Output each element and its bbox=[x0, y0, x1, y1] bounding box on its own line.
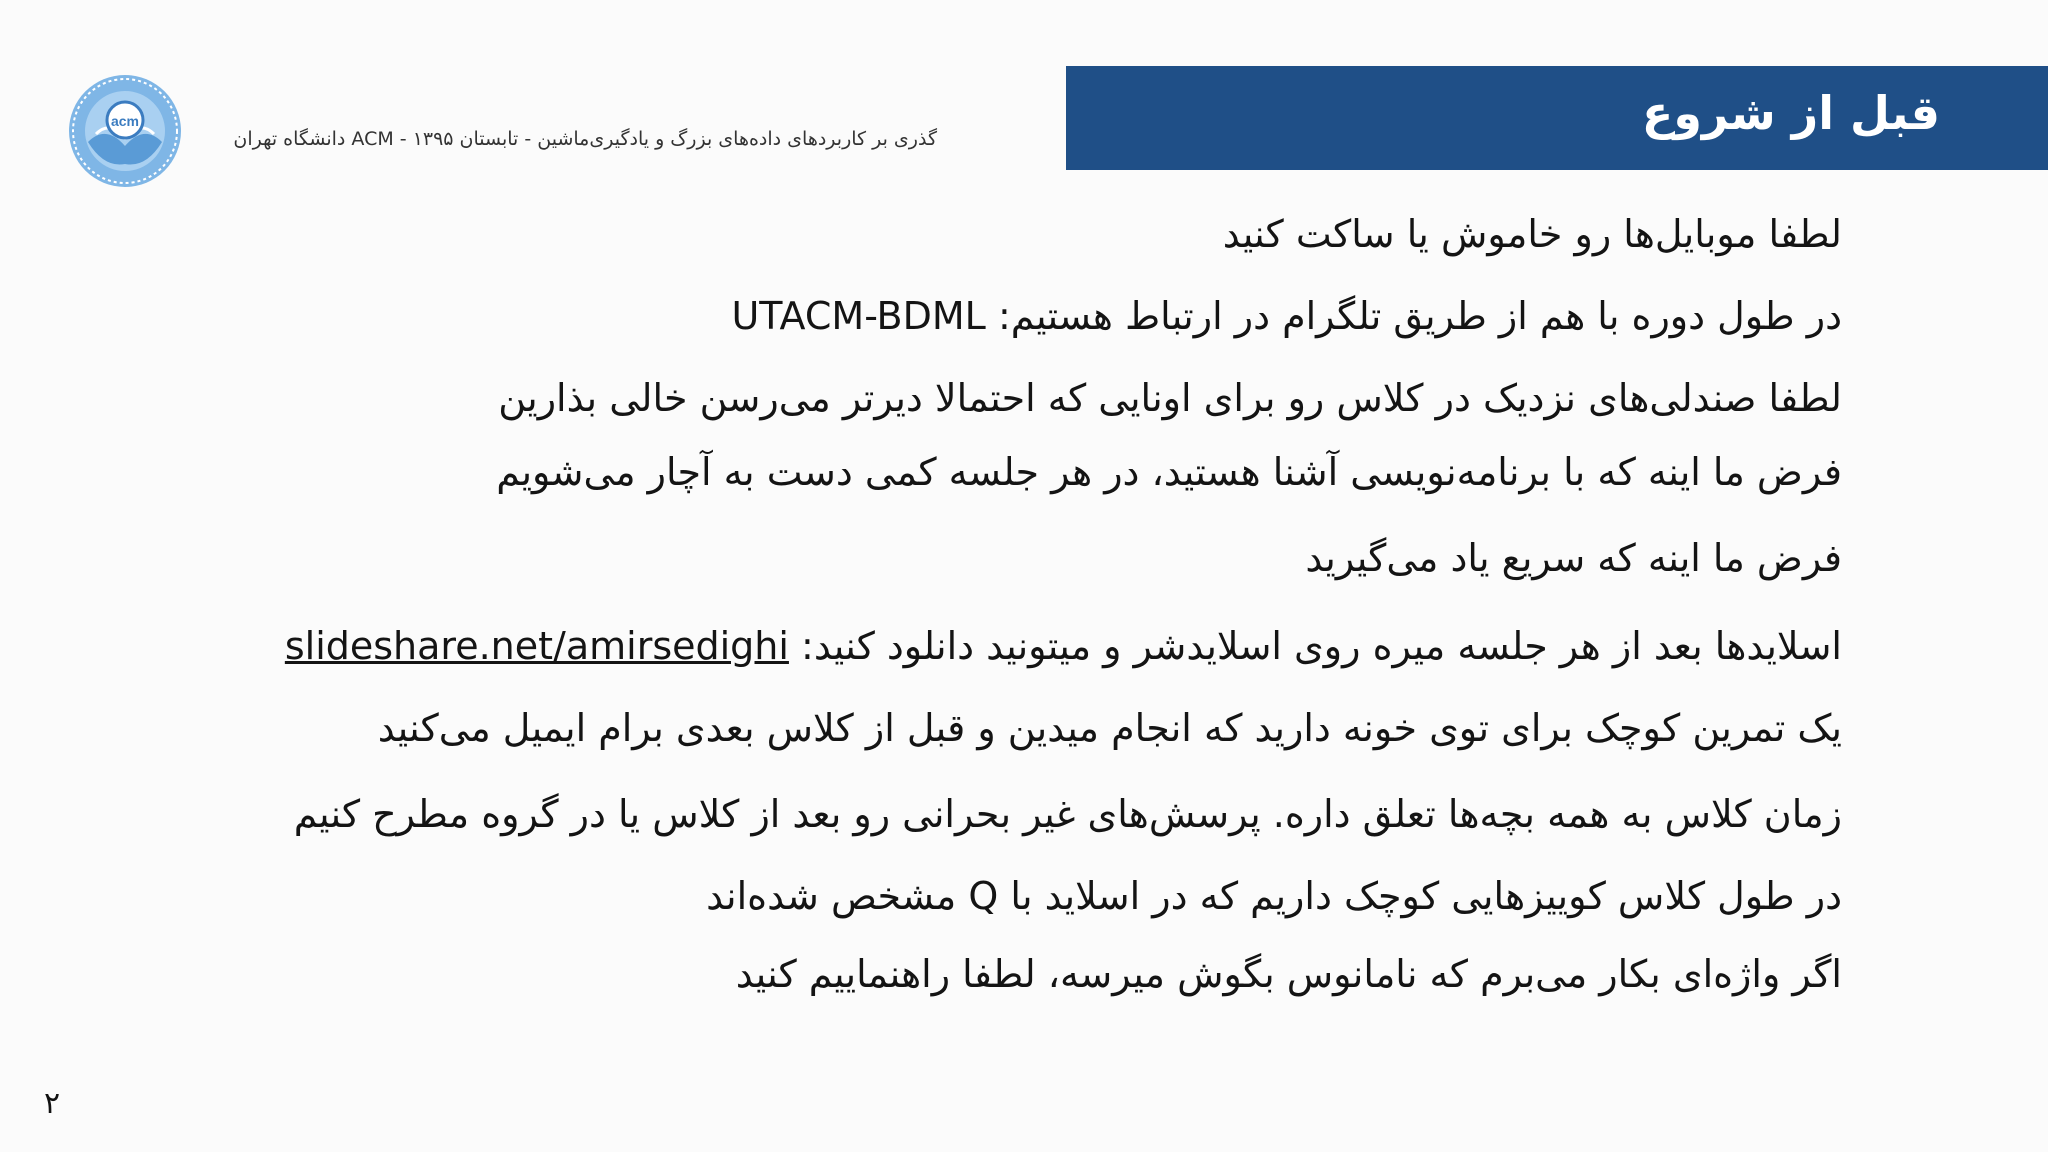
bullet-text: زمان کلاس به همه بچه‌ها تعلق داره. پرسش‌های غیر بحرانی رو بعد از کلاس یا در گروه مطرح کنیم bbox=[293, 792, 1842, 836]
logo-acm-text: acm bbox=[110, 113, 140, 129]
telegram-group-id: UTACM-BDML bbox=[731, 294, 986, 338]
bullet-text: اسلایدها بعد از هر جلسه میره روی اسلایدشر و میتونید دانلود کنید: bbox=[801, 624, 1842, 668]
course-subtitle: گذری بر کاربردهای داده‌های بزرگ و یادگیری‌ماشین - تابستان ۱۳۹۵ - ACM دانشگاه تهران bbox=[233, 128, 937, 150]
bullet-text: لطفا صندلی‌های نزدیک در کلاس رو برای اونایی که احتمالا دیرتر می‌رسن خالی بذارین bbox=[498, 376, 1842, 420]
slide-title: قبل از شروع bbox=[1641, 86, 1940, 140]
bullet-homework bbox=[378, 692, 1842, 764]
bullet-text: اگر واژه‌ای بکار می‌برم که نامانوس بگوش میرسه، لطفا راهنماییم کنید bbox=[735, 952, 1842, 996]
bullet-telegram bbox=[731, 280, 1842, 352]
bullet-fast-learning bbox=[1305, 522, 1842, 594]
bullet-text: فرض ما اینه که سریع یاد می‌گیرید bbox=[1305, 536, 1842, 580]
bullet-text: در طول دوره با هم از طریق تلگرام در ارتباط هستیم: bbox=[997, 294, 1842, 338]
bullet-programming bbox=[496, 436, 1842, 508]
bullet-seats bbox=[498, 362, 1842, 434]
bullet-class-time bbox=[294, 778, 1842, 850]
title-banner bbox=[1066, 66, 2048, 170]
bullet-silence-phones bbox=[1223, 198, 1842, 270]
acm-chapter-logo bbox=[66, 72, 184, 190]
bullet-text: لطفا موبایل‌ها رو خاموش یا ساکت کنید bbox=[1222, 212, 1842, 256]
bullet-text: در طول کلاس کوییزهایی کوچک داریم که در اسلاید با Q مشخص شده‌اند bbox=[706, 874, 1842, 918]
bullet-text: یک تمرین کوچک برای توی خونه دارید که انجام میدین و قبل از کلاس بعدی برام ایمیل می‌کنید bbox=[377, 706, 1842, 750]
bullet-slides bbox=[285, 610, 1842, 682]
bullet-text: فرض ما اینه که با برنامه‌نویسی آشنا هستید، در هر جلسه کمی دست به آچار می‌شویم bbox=[496, 450, 1842, 494]
bullet-vocabulary bbox=[736, 938, 1842, 1010]
slideshare-link[interactable]: slideshare.net/amirsedighi bbox=[284, 624, 789, 668]
page-number: ۲ bbox=[44, 1086, 61, 1121]
acm-logo-icon bbox=[66, 72, 184, 190]
bullet-quizzes bbox=[706, 860, 1842, 932]
